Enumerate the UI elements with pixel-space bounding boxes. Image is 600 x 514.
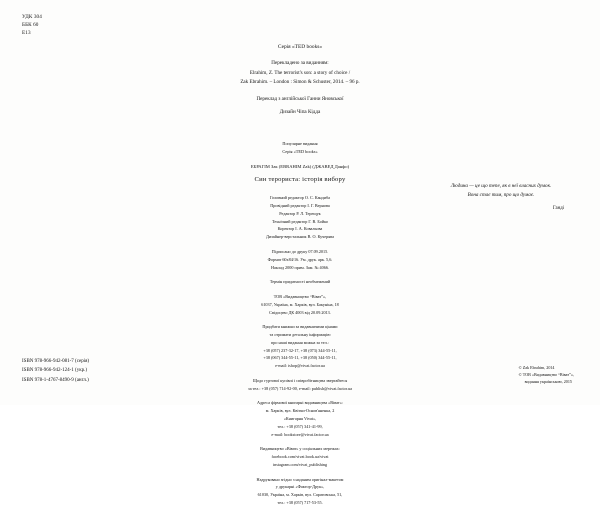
series-and-source-block [0,43,600,117]
wholesale-line-1: Щодо гуртової купівлі і співробітництва звертайтеся [252,377,348,383]
isbn-english: ISBN 978-1-4767-8490-9 (англ.) [22,377,89,383]
bbk-line: ББК 60 [22,22,39,29]
imprint-series-name: Серія «TED books» [282,148,318,154]
translator-credit: Переклад з англійської Ганни Яновської [256,96,344,103]
epigraph-line-2: Вона стає тим, про що думає. [467,192,535,199]
isbn-series: ISBN 978-966-942-081-7 (серія) [22,358,90,364]
copyright-block [519,364,574,385]
copyright-author: © Zak Ebrahim, 2014 [518,364,555,370]
bookstore-email: e-mail: bookstore@vivat.factor.ua [271,431,329,437]
epigraph-line-1: Людина — це що тепе, як в неї власних думок. [450,183,552,189]
author-name-line: ЕБРАГІМ Зак (ЕBRAHIM Zak) (ДЖАВЕД Данфо) [250,163,350,169]
chief-editor-line: Головний редактор О. С. Кандиба [269,195,331,201]
publisher-block [0,293,600,316]
udk-classification-block [22,13,42,37]
format-line: Формат 60х84/16. Ум. друк. арк. 5,6. [267,256,333,262]
social-media-block [0,445,600,468]
source-bibliography-line-1: Elrahim, Z. The terrorist's son: a story of choice / [249,70,351,77]
purchase-line-1: Придбати книжки за видавничими цінами [262,324,338,330]
catalog-code-line: Е13 [22,30,31,37]
copyright-publisher: © ТОВ «Видавництво “Віват”», [518,371,574,377]
social-instagram[interactable]: instagram.com/vivat_publishing [272,461,328,467]
layout-designer-line: Дизайнер-верстальник В. О. Кучерява [266,234,334,240]
translated-from-heading: Перекладено за виданням: [271,60,329,67]
designer-credit: Дизайн Чіпа Кідда [279,109,321,116]
print-date-line: Підписано до друку 07.09.2015. [271,248,329,254]
bookstore-phone: тел.: +38 (057) 341-41-99, [277,423,323,429]
lead-editor-line: Провідний редактор І. Г. Вернова [270,203,330,209]
proofreader-line: Коректор І. А. Ковальова [277,226,323,232]
wholesale-line-2: за тел.: +38 (057) 714-92-00, e-mail: publish@vivat.factor.ua [248,385,352,391]
purchase-line-2: та отримати детальну інформацію [269,332,331,338]
printing-line-1: Надруковано згідно з наданим оригінал-макетом [256,476,344,482]
printing-line-3: 61030, Україна, м. Харків, вул. Саратовська, 51, [257,492,343,498]
bookstore-address: м. Харків, вул. Квітки-Основ'яненка, 2 [265,408,335,414]
popular-edition-block [0,140,600,156]
series-title: Серія «TED books» [277,44,323,50]
source-bibliography-line-2: Zak Ebrahim. – London : Simon & Schuster, 2014. – 96 p. [240,79,360,86]
purchase-line-3: про наші видання можна за тел.: [271,339,329,345]
printing-house-block [0,476,600,507]
circulation-line: Наклад 2000 прим. Зам. № 4066. [271,264,329,270]
purchase-info-block [0,323,600,370]
wholesale-block [0,377,600,393]
purchase-phone-line-1: +38 (057) 237-32-17, +38 (073) 344-55-11, [263,347,337,353]
epigraph-attribution: Ганді [552,205,564,211]
udk-line: УДК 304 [22,14,42,20]
publisher-name-line: ТОВ «Видавництво “Віват”», [273,294,327,300]
bookstore-block [0,399,600,438]
printing-line-2: у друкарні «Фактор-Друк», [275,484,325,490]
print-details-block [0,248,600,271]
publisher-licence-line: Свідоцтво ДК 4003 від 20.09.2013. [269,309,331,315]
popular-edition-heading: Популярне видання [282,141,318,146]
copyright-edition: видання українською, 2015 [524,378,572,384]
technical-editor-line: Технічний редактор Г. В. Бойко [271,218,329,224]
social-heading: Видавництво «Віват» у соціальних мережах: [260,446,340,452]
editor-line: Редактор Р. Л. Терещук [279,210,321,216]
bookstore-name: «Книгарня Vivat», [283,415,317,421]
isbn-block [22,357,89,386]
social-facebook[interactable]: facebook.com/vivat.book.ua/vivat [271,454,329,460]
purchase-email-line: e-mail: ishop@vivat.factor.ua [275,363,325,369]
shelf-life-note: Термін придатності необмежений [269,279,331,285]
book-title: Син терориста: історія вибору [254,176,346,184]
isbn-ukrainian: ISBN 978-966-942-124-1 (укр.) [22,368,88,373]
epigraph-block [426,182,576,214]
purchase-phone-line-2: +38 (067) 344-55-11, +38 (050) 344-55-11, [263,355,337,361]
printing-line-4: тел.: +38 (057) 717-53-55. [277,499,323,505]
bookstore-heading: Адреса фірмової книгарні видавництва «Віват»: [257,400,343,406]
publisher-address-line: 61037, Україна, м. Харків, вул. Бакуніна, 18 [261,301,339,307]
